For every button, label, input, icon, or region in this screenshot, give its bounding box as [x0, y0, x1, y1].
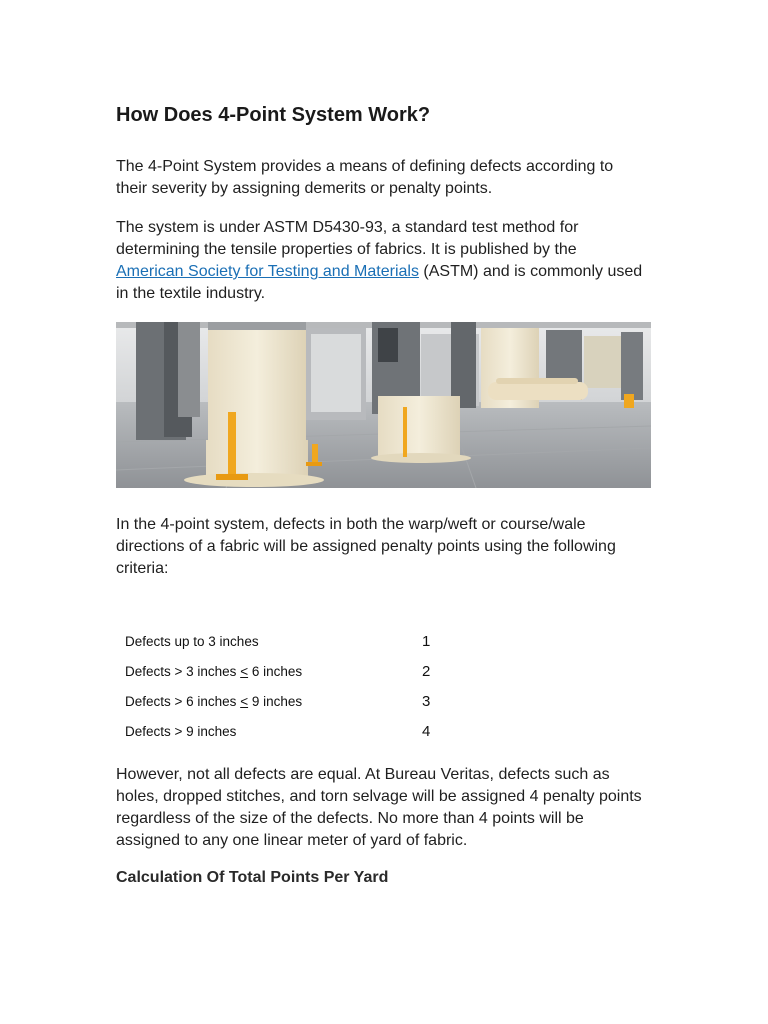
less-or-equal-symbol: <: [240, 663, 249, 679]
table-row: [116, 626, 430, 656]
table-row: [116, 716, 430, 746]
textile-inspection-machines-photo: [116, 322, 651, 488]
closing-paragraph: However, not all defects are equal. At Bureau Veritas, defects such as holes, dropped stitches, and torn selvage will be assigned 4 penalty points regardless of the size of the defects. No more than 4 points will be assigned to any one linear meter of yard of fabric.: [116, 766, 642, 849]
less-or-equal-symbol: <: [240, 693, 249, 709]
penalty-points-cell: 2: [422, 662, 431, 680]
penalty-points-cell: 3: [422, 692, 431, 710]
penalty-points-cell: 1: [422, 632, 431, 650]
defect-size-cell: Defects > 3 inches < 6 inches: [125, 663, 303, 679]
standard-text-before: The system is under ASTM D5430-93, a standard test method for determining the tensile properties of fabrics. It is published by the: [116, 219, 579, 258]
standard-paragraph: [116, 217, 646, 305]
criteria-intro-paragraph: In the 4-point system, defects in both the warp/weft or course/wale directions of a fabric will be assigned penalty points using the following criteria:: [116, 516, 616, 577]
intro-paragraph: The 4-Point System provides a means of defining defects according to their severity by assigning demerits or penalty points.: [116, 158, 614, 197]
penalty-points-cell: 4: [422, 722, 431, 740]
section-subheading: Calculation Of Total Points Per Yard: [116, 869, 389, 886]
standard-text-after: (ASTM) and is commonly used in the textile industry.: [116, 263, 643, 302]
penalty-points-table: [116, 626, 430, 746]
defect-size-cell: Defects up to 3 inches: [125, 633, 259, 649]
defect-size-cell: Defects > 6 inches < 9 inches: [125, 693, 303, 709]
table-row: [116, 686, 430, 716]
article-title: How Does 4-Point System Work?: [116, 104, 431, 126]
table-row: [116, 656, 430, 686]
defect-size-cell: Defects > 9 inches: [125, 723, 237, 739]
astm-link[interactable]: American Society for Testing and Materials: [116, 263, 419, 280]
